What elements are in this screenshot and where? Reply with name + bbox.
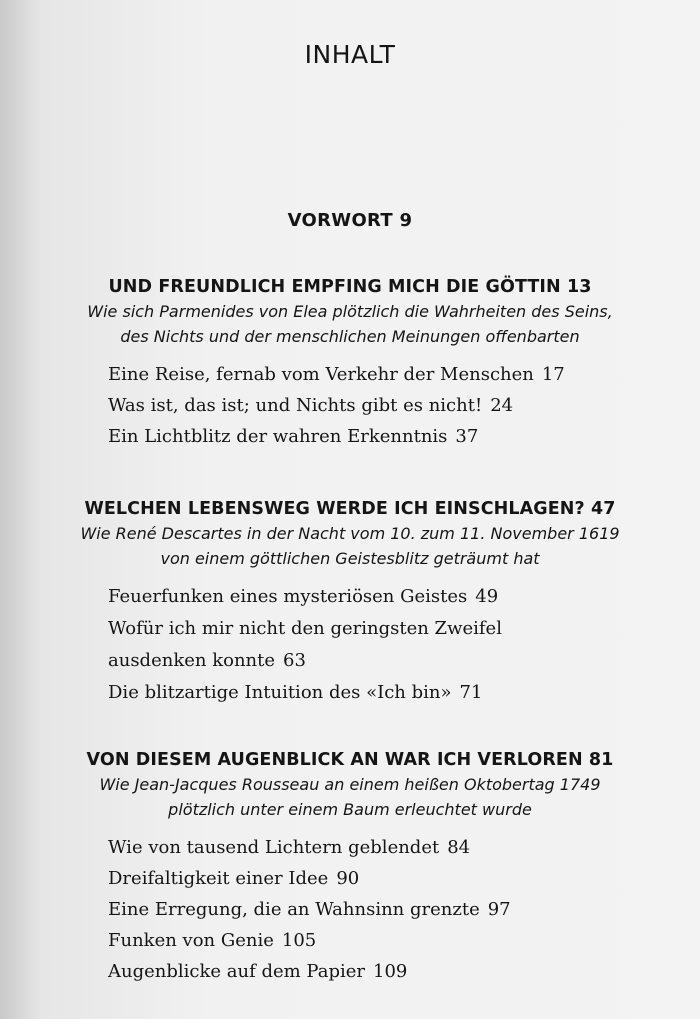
toc-entry: [0, 421, 700, 452]
entry-page: 105: [281, 930, 317, 951]
entry-title: Eine Reise, fernab vom Verkehr der Menschen: [108, 364, 534, 385]
chapter-subtitle-line: Wie Jean-Jacques Rousseau an einem heißen Oktobertag 1749: [99, 775, 601, 794]
toc-entry: [0, 677, 700, 709]
entry-page: 24: [490, 395, 514, 416]
entry-page: 71: [459, 682, 483, 703]
toc-section-descartes: [0, 497, 700, 709]
entry-title: Was ist, das ist; und Nichts gibt es nicht!: [108, 395, 483, 416]
entry-title: Wie von tausend Lichtern geblendet: [108, 837, 440, 858]
chapter-heading: VON DIESEM AUGENBLICK AN WAR ICH VERLOREN 81: [86, 750, 614, 770]
chapter-subtitle-line: Wie René Descartes in der Nacht vom 10. zum 11. November 1619: [80, 524, 620, 543]
toc-entry: [0, 613, 700, 645]
page-title: INHALT: [304, 40, 396, 69]
chapter-subtitle-line: des Nichts und der menschlichen Meinungen offenbarten: [120, 327, 580, 346]
chapter-subtitle-line: Wie sich Parmenides von Elea plötzlich die Wahrheiten des Seins,: [87, 302, 613, 321]
entry-title: Funken von Genie: [108, 930, 274, 951]
toc-entry: [0, 894, 700, 925]
entry-page: 90: [336, 868, 360, 889]
toc-entry: [0, 956, 700, 987]
entry-title: Ein Lichtblitz der wahren Erkenntnis: [108, 426, 448, 447]
entry-page: 63: [283, 650, 306, 671]
entry-title: Feuerfunken eines mysteriösen Geistes: [108, 586, 468, 607]
entry-page: 17: [541, 364, 565, 385]
entry-page: 109: [373, 961, 408, 982]
entry-page: 84: [447, 837, 471, 858]
toc-entry: [0, 832, 700, 863]
entry-page: [502, 618, 510, 639]
entry-title: Augenblicke auf dem Papier: [108, 961, 366, 982]
entry-title: Dreifaltigkeit einer Idee: [108, 868, 329, 889]
foreword-entry: VORWORT 9: [287, 210, 413, 231]
chapter-subtitle-line: plötzlich unter einem Baum erleuchtet wurde: [168, 800, 532, 819]
chapter-subtitle-line: von einem göttlichen Geistesblitz geträumt hat: [160, 549, 540, 568]
toc-entry: [0, 863, 700, 894]
chapter-heading: UND FREUNDLICH EMPFING MICH DIE GÖTTIN 13: [108, 277, 592, 297]
toc-entry-continued: [0, 645, 700, 677]
entry-page: 97: [487, 899, 511, 920]
toc-section-parmenides: [0, 275, 700, 452]
entry-page: 37: [455, 426, 479, 447]
toc-entry: [0, 390, 700, 421]
entry-title: Wofür ich mir nicht den geringsten Zweifel: [108, 618, 502, 639]
entry-page: 49: [475, 586, 499, 607]
toc-section-rousseau: [0, 748, 700, 987]
toc-entry: [0, 359, 700, 390]
toc-entry: [0, 925, 700, 956]
chapter-heading: WELCHEN LEBENSWEG WERDE ICH EINSCHLAGEN? 47: [84, 499, 616, 519]
toc-entry: [0, 581, 700, 613]
entry-title: Die blitzartige Intuition des «Ich bin»: [108, 682, 452, 703]
entry-title: Eine Erregung, die an Wahnsinn grenzte: [108, 899, 480, 920]
entry-title: ausdenken konnte: [108, 650, 276, 671]
